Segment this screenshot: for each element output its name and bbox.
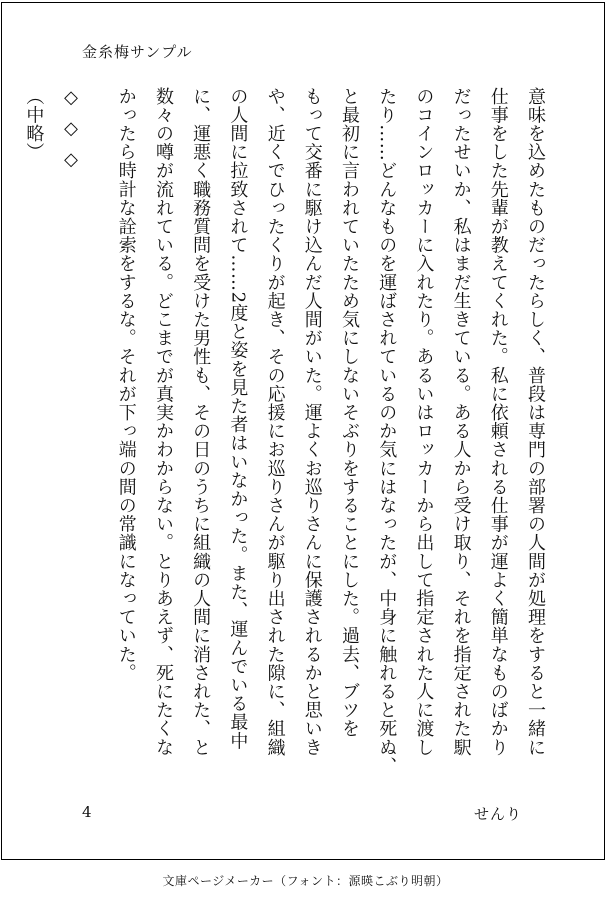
body-line-11: 数々の噂が流れている。どこまでが真実かわからない。とりあえず、死にたくな — [152, 87, 174, 757]
body-line-12: かったら時計な詮索をするな。それが下っ端の間の常識になっていた。 — [115, 87, 137, 683]
body-text — [15, 87, 554, 776]
body-line-3: だったせいか、私はまだ生きている。ある人から受け取り、それを指定された駅 — [450, 87, 472, 757]
page-frame — [1, 2, 605, 860]
body-line-7: もって交番に駆け込んだ人間がいた。運よくお巡りさんに保護されるかと思いき — [301, 87, 323, 757]
body-line-8: や、近くでひったくりが起き、その応援にお巡りさんが駆り出された隙に、組織 — [264, 87, 286, 757]
page-number: 4 — [82, 803, 92, 821]
body-line-1: 意味を込めたものだったらしく、普段は専門の部署の人間が処理をすると一緒に — [525, 87, 546, 757]
body-line-5: たり……どんなものを運ばされているのか気にはなったが、中身に触れると死ぬ、 — [376, 87, 398, 776]
author-name: せんり — [473, 805, 522, 823]
body-line-6: と最初に言われていたため気にしないそぶりをすることにした。過去、ブツを — [338, 87, 360, 738]
blank-line — [90, 87, 108, 105]
body-line-4: のコインロッカーに入れたり。あるいはロッカーから出して指定された人に渡し — [413, 87, 435, 757]
section-break: ◇◇◇ — [60, 87, 82, 180]
header-title: 金糸梅サンプル — [82, 43, 193, 61]
omission-note: （中略） — [23, 87, 45, 162]
footer-credit: 文庫ページメーカー（フォント：源暎こぶり明朝） — [162, 874, 449, 888]
body-line-2: 仕事をした先輩が教えてくれた。私に依頼される仕事が運よく簡単なものばかり — [487, 87, 509, 757]
body-line-10: に、運悪く職務質問を受けた男性も、その日のうちに組織の人間に消された、と — [190, 87, 212, 757]
body-line-9: の人間に拉致されて……2度と姿を見た者はいなかった。また、運んでいる最中 — [227, 87, 249, 751]
